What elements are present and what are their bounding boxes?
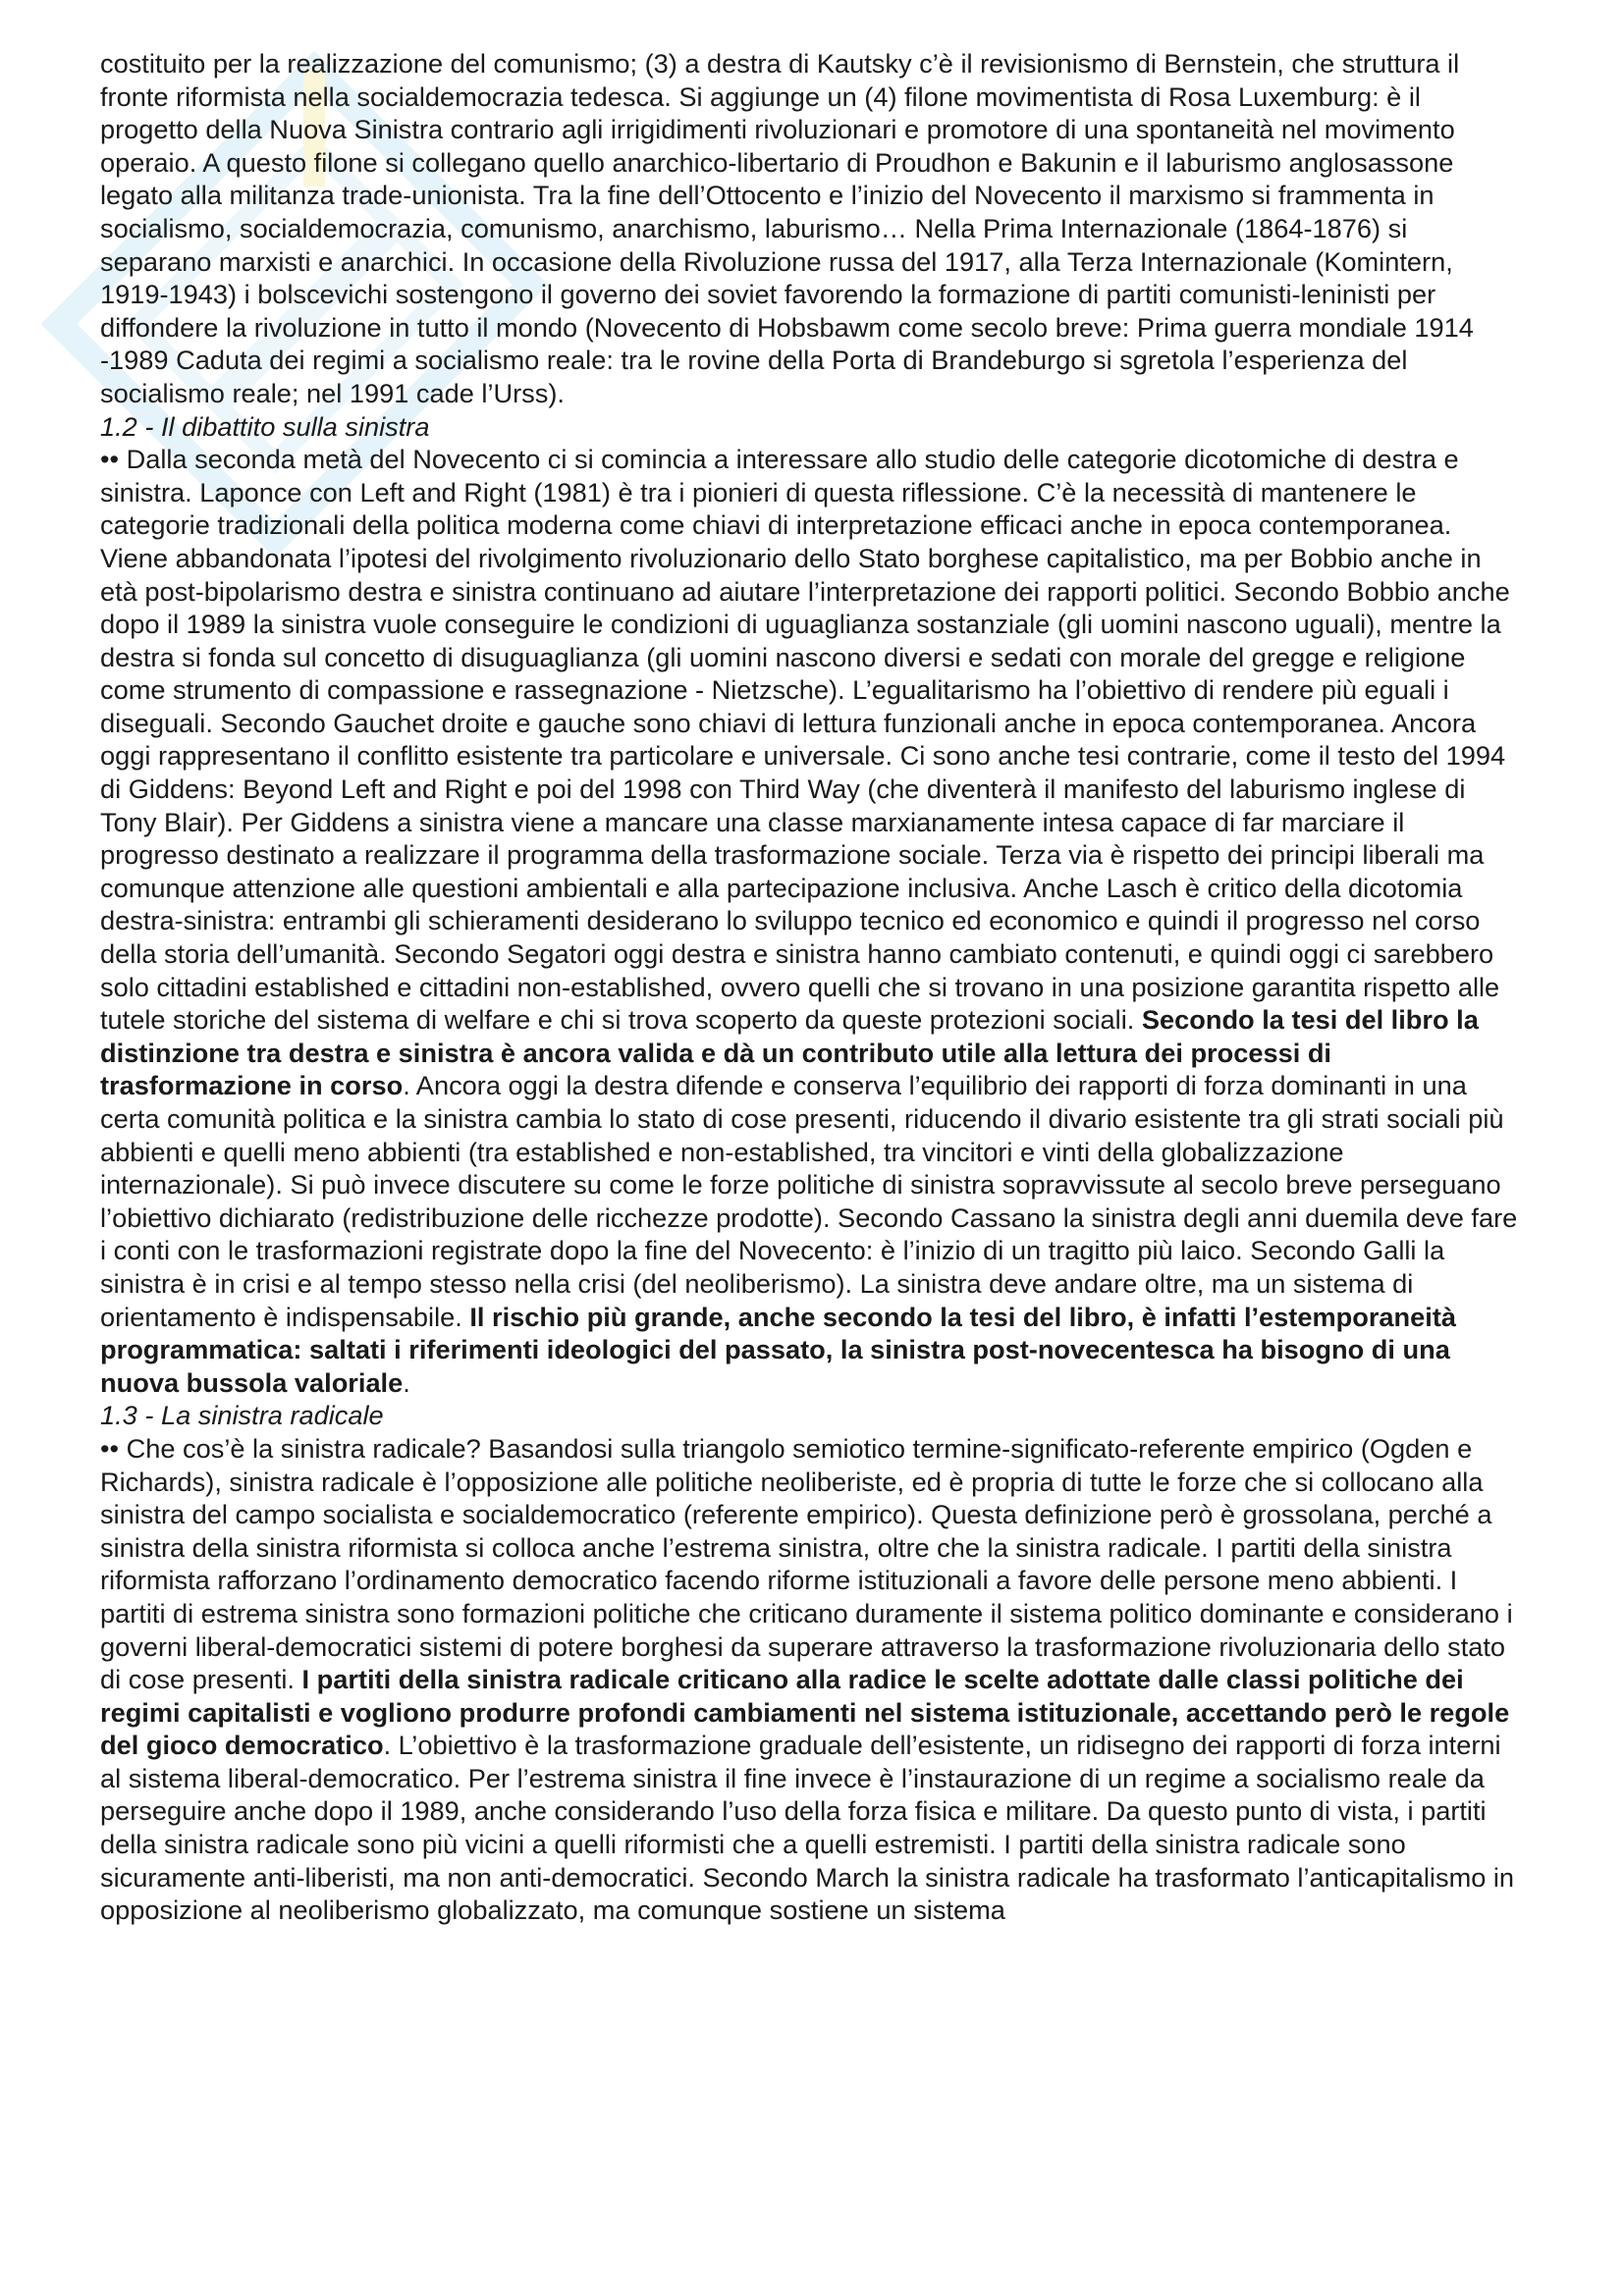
section-heading-1-3: 1.3 - La sinistra radicale [100,1400,384,1431]
section-1-3-definition-bold: I partiti della sinistra radicale criticano alla radice le scelte adottate dalle classi politiche dei regimi capitalisti e vogliono produrre profondi cambiamenti nel sistema istituzionale, accettando però le regole del gioco democratico [100,1664,1510,1761]
section-1-2-text-1: •• Dalla seconda metà del Novecento ci si comincia a interessare allo studio delle categorie dicotomiche di destra e sinistra. Laponce con Left and Right (1981) è tra i pionieri di questa riflessione. C’è la necessità di mantenere le categorie tradizionali della politica moderna come chiavi di interpretazione efficaci anche in epoca contemporanea. Viene abbandonata l’ipotesi del rivolgimento rivoluzionario dello Stato borghese capitalistico, ma per Bobbio anche in età post-bipolarismo destra e sinistra continuano ad aiutare l’interpretazione dei rapporti politici. Secondo Bobbio anche dopo il 1989 la sinistra vuole conseguire le condizioni di uguaglianza sostanziale (gli uomini nascono uguali), mentre la destra si fonda sul concetto di disuguaglianza (gli uomini nascono diversi e sedati con morale del gregge e religione come strumento di compassione e rassegnazione - Nietzsche). L’egualitarismo ha l’obiettivo di rendere più eguali i diseguali. Secondo Gauchet droite e gauche sono chiavi di lettura funzionali anche in epoca contemporanea. Ancora oggi rappresentano il conflitto esistente tra particolare e universale. Ci sono anche tesi contrarie, come il testo del 1994 di Giddens: Beyond Left and Right e poi del 1998 con Third Way (che diventerà il manifesto del laburismo inglese di Tony Blair). Per Giddens a sinistra viene a mancare una classe marxianamente intesa capace di far marciare il progresso destinato a realizzare il programma della trasformazione sociale. Terza via è rispetto dei principi liberali ma comunque attenzione alle questioni ambientali e alla partecipazione inclusiva. Anche Lasch è critico della dicotomia destra-sinistra: entrambi gli schieramenti desiderano lo sviluppo tecnico ed economico e quindi il progresso nel corso della storia dell’umanità. Secondo Segatori oggi destra e sinistra hanno cambiato contenuti, e quindi oggi ci sarebbero solo cittadini established e cittadini non-established, ovvero quelli che si trovano in una posizione garantita rispetto alle tutele storiche del sistema di welfare e chi si trova scoperto da queste protezioni sociali. [100,444,1510,1036]
section-1-2-text-3: . [403,1366,410,1398]
section-1-2-text-2: . Ancora oggi la destra difende e conserva l’equilibrio dei rapporti di forza dominanti in una certa comunità politica e la sinistra cambia lo stato di cose presenti, riducendo il divario esistente tra gli strati sociali più abbienti e quelli meno abbienti (tra established e non-established, tra vincitori e vinti della globalizzazione internazionale). Si può invece discutere su come le forze politiche di sinistra sopravvissute al secolo breve perseguano l’obiettivo dichiarato (redistribuzione delle ricchezze prodotte). Secondo Cassano la sinistra degli anni duemila deve fare i conti con le trasformazioni registrate dopo la fine del Novecento: è l’inizio di un tragitto più laico. Secondo Galli la sinistra è in crisi e al tempo stesso nella crisi (del neoliberismo). La sinistra deve andare oltre, ma un sistema di orientamento è indispensabile. [100,1070,1518,1332]
section-1-3-paragraph [100,1432,1524,1927]
document-text [100,47,1524,1927]
section-1-3-text-2: . L’obiettivo è la trasformazione graduale dell’esistente, un ridisegno dei rapporti di forza interni al sistema liberal-democratico. Per l’estrema sinistra il fine invece è l’instaurazione di un regime a socialismo reale da perseguire anche dopo il 1989, anche considerando l’uso della forza fisica e militare. Da questo punto di vista, i partiti della sinistra radicale sono più vicini a quelli riformisti che a quelli estremisti. I partiti della sinistra radicale sono sicuramente anti-liberisti, ma non anti-democratici. Secondo March la sinistra radicale ha trasformato l’anticapitalismo in opposizione al neoliberismo globalizzato, ma comunque sostiene un sistema [100,1730,1515,1926]
section-1-3-text-1: •• Che cos’è la sinistra radicale? Basandosi sulla triangolo semiotico termine-significato-referente empirico (Ogden e Richards), sinistra radicale è l’opposizione alle politiche neoliberiste, ed è propria di tutte le forze che si collocano alla sinistra del campo socialista e socialdemocratico (referente empirico). Questa definizione però è grossolana, perché a sinistra della sinistra riformista si colloca anche l’estrema sinistra, oltre che la sinistra radicale. I partiti della sinistra riformista rafforzano l’ordinamento democratico facendo riforme istituzionali a favore delle persone meno abbienti. I partiti di estrema sinistra sono formazioni politiche che criticano duramente il sistema politico dominante e considerano i governi liberal-democratici sistemi di potere borghesi da superare attraverso la trasformazione rivoluzionaria dello stato di cose presenti. [100,1432,1513,1695]
section-heading-1-2: 1.2 - Il dibattito sulla sinistra [100,410,430,442]
section-1-1-continuation: costituito per la realizzazione del comunismo; (3) a destra di Kautsky c’è il revisionismo di Bernstein, che struttura il fronte riformista nella socialdemocrazia tedesca. Si aggiunge un (4) filone movimentista di Rosa Luxemburg: è il progetto della Nuova Sinistra contrario agli irrigidimenti rivoluzionari e promotore di una spontaneità nel movimento operaio. A questo filone si collegano quello anarchico-libertario di Proudhon e Bakunin e il laburismo anglosassone legato alla militanza trade-unionista. Tra la fine dell’Ottocento e l’inizio del Novecento il marxismo si frammenta in socialismo, socialdemocrazia, comunismo, anarchismo, laburismo… Nella Prima Internazionale (1864-1876) si separano marxisti e anarchici. In occasione della Rivoluzione russa del 1917, alla Terza Internazionale (Komintern, 1919-1943) i bolscevichi sostengono il governo dei soviet favorendo la formazione di partiti comunisti-leninisti per diffondere la rivoluzione in tutto il mondo (Novecento di Hobsbawm come secolo breve: Prima guerra mondiale 1914 -1989 Caduta dei regimi a socialismo reale: tra le rovine della Porta di Brandeburgo si sgretola l’esperienza del socialismo reale; nel 1991 cade l’Urss). [100,48,1474,408]
section-1-2-thesis-bold: Secondo la tesi del libro la distinzione tra destra e sinistra è ancora valida e dà un contributo utile alla lettura dei processi di trasformazione in corso [100,1004,1479,1101]
section-1-2-paragraph [100,443,1524,1399]
section-1-2-risk-bold: Il rischio più grande, anche secondo la tesi del libro, è infatti l’estemporaneità programmatica: saltati i riferimenti ideologici del passato, la sinistra post-novecentesca ha bisogno di una nuova bussola valoriale [100,1301,1457,1398]
